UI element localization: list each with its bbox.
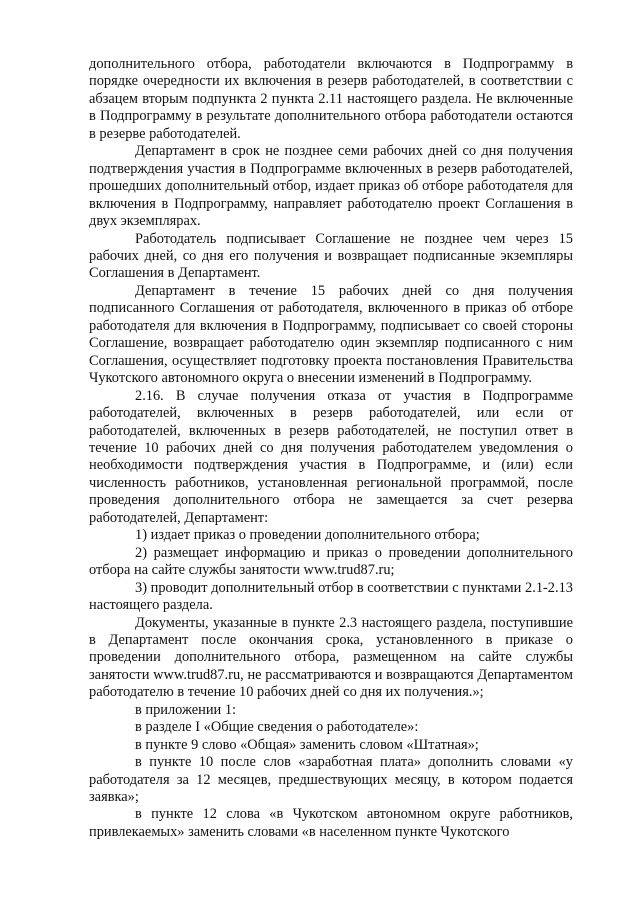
paragraph-14: в пункте 12 слова «в Чукотском автономном округе работников, привлекаемых» заменить словами «в населенном пункте Чукотского: [89, 806, 573, 840]
paragraph-10: в приложении 1:: [135, 701, 237, 718]
paragraph-7: 2) размещает информацию и приказ о проведении дополнительного отбора на сайте службы занятости www.trud87.ru;: [89, 544, 573, 579]
paragraph-11: в разделе I «Общие сведения о работодателе»:: [135, 719, 419, 736]
paragraph-4: Департамент в течение 15 рабочих дней со дня получения подписанного Соглашения от работодателя, включенного в приказ об отборе работодателя для включения в Подпрограмму, подписывает со своей стороны Соглашение, возвращает работодателю один экземпляр подписанного с ним Соглашения, осуществляет подготовку проекта постановления Правительства Чукотского автономного округа о внесении изменений в Подпрограмму.: [89, 282, 573, 387]
paragraph-5: 2.16. В случае получения отказа от участия в Подпрограмме работодателей, включенных в резерв работодателей, или если от работодателей, включенных в резерв работодателей, не поступил ответ в течение 10 рабочих дней со дня получения работодателем уведомления о необходимости подтверждения участия в Подпрограмме, и (или) если численность работников, установленная региональной программой, после проведения дополнительного отбора не замещается за счет резерва работодателей, Департамент:: [89, 387, 573, 526]
paragraph-9: Документы, указанные в пункте 2.3 настоящего раздела, поступившие в Департамент после окончания срока, установленного в приказе о проведении дополнительного отбора, размещенном на сайте службы занятости www.trud87.ru, не рассматриваются и возвращаются Департаментом работодателю в течение 10 рабочих дней со дня их получения.»;: [89, 614, 573, 701]
document-body: [89, 56, 573, 841]
paragraph-1: дополнительного отбора, работодатели включаются в Подпрограмму в порядке очередности их включения в резерв работодателей, в соответствии с абзацем вторым подпункта 2 пункта 2.11 настоящего раздела. Не включенные в Подпрограмму в результате дополнительного отбора работодатели остаются в резерве работодателей.: [89, 56, 573, 142]
paragraph-8: 3) проводит дополнительный отбор в соответствии с пунктами 2.1-2.13 настоящего раздела.: [89, 579, 573, 614]
paragraph-3: Работодатель подписывает Соглашение не позднее чем через 15 рабочих дней, со дня его получения и возвращает подписанные экземпляры Соглашения в Департамент.: [89, 230, 573, 282]
paragraph-13: в пункте 10 после слов «заработная плата» дополнить словами «у работодателя за 12 месяцев, предшествующих месяцу, в котором подается заявка»;: [89, 754, 573, 806]
paragraph-12: в пункте 9 слово «Общая» заменить словом «Штатная»;: [135, 736, 479, 753]
paragraph-2: Департамент в срок не позднее семи рабочих дней со дня получения подтверждения участия в Подпрограмме включенных в резерв работодателей, прошедших дополнительный отбор, издает приказ об отборе работодателя для включения в Подпрограмму, направляет работодателю проект Соглашения в двух экземплярах.: [89, 143, 573, 230]
paragraph-6: 1) издает приказ о проведении дополнительного отбора;: [135, 527, 480, 544]
